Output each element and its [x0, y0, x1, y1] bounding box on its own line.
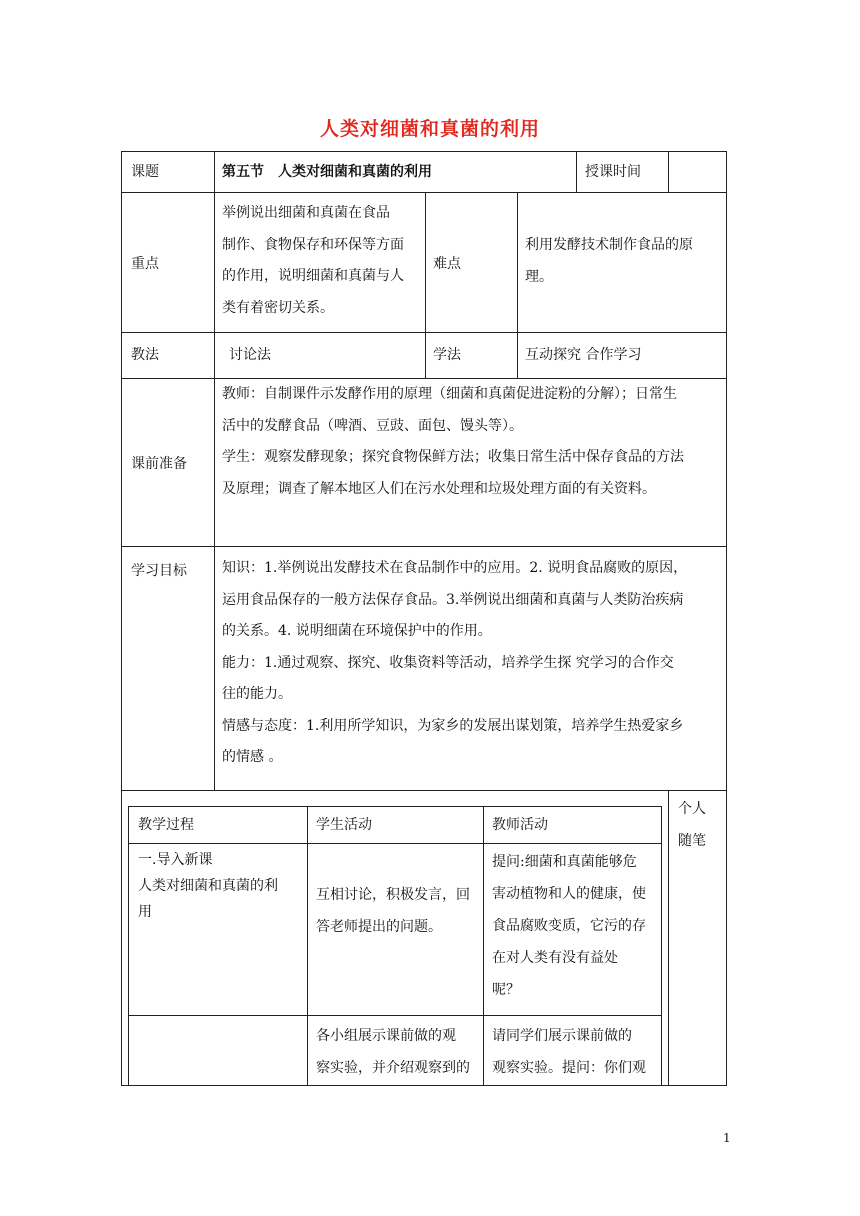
col-divider — [214, 151, 215, 790]
prep-label: 课前准备 — [131, 456, 187, 472]
goals-content — [222, 553, 687, 774]
teacher-cell: 提问:细菌和真菌能够危 害动植物和人的健康，使 食品腐败变质，它污的存 在对人类有没有益处 呢？ — [492, 854, 646, 998]
text-line: 的情感 。 — [222, 749, 283, 765]
text-line: 能力：1.通过观察、探究、收集资料等活动，培养学生探 究学习的合作交 — [222, 654, 674, 671]
process-row-divider — [128, 1015, 662, 1016]
text-line: 及原理；调查了解本地区人们在污水处理和垃圾处理方面的有关资料。 — [222, 480, 656, 497]
teacher-cell: 请同学们展示课前做的 观察实验。提问：你们观 — [492, 1028, 646, 1076]
document-title: 人类对细菌和真菌的利用 — [319, 118, 540, 140]
row-divider — [121, 546, 727, 547]
difficulty-label: 难点 — [433, 256, 461, 272]
row-divider — [121, 192, 727, 193]
text-line: 举例说出细菌和真菌在食品 — [222, 205, 390, 221]
process-col-divider — [483, 806, 484, 1086]
study-value: 互动探究 合作学习 — [525, 347, 642, 363]
course-label: 课题 — [131, 164, 159, 180]
text-line: 运用食品保存的一般方法保存食品。3.举例说出细菌和真菌与人类防治疾病 — [222, 591, 684, 608]
personal-notes-label: 个人 随笔 — [678, 801, 706, 849]
process-col-divider — [128, 806, 129, 1086]
text-line: 情感与态度：1.利用所学知识，为家乡的发展出谋划策，培养学生热爱家乡 — [222, 717, 684, 734]
process-col-divider — [661, 806, 662, 1086]
text-line: 利用发酵技术制作食品的原 — [525, 237, 693, 253]
student-cell: 各小组展示课前做的观 察实验，并介绍观察到的 — [316, 1028, 470, 1076]
col-divider — [425, 192, 426, 378]
row-divider — [121, 332, 727, 333]
text-line: 理。 — [525, 268, 553, 285]
text-line: 类有着密切关系。 — [222, 299, 334, 316]
page-number: 1 — [723, 1131, 731, 1145]
student-cell: 互相讨论，积极发言，回 答老师提出的问题。 — [316, 887, 470, 935]
course-value: 第五节 人类对细菌和真菌的利用 — [222, 164, 432, 180]
method-value: 讨论法 — [229, 347, 271, 363]
study-label: 学法 — [433, 347, 461, 363]
difficulty-content — [525, 230, 693, 293]
text-line: 往的能力。 — [222, 686, 292, 702]
method-label: 教法 — [131, 347, 159, 363]
text-line: 的作用，说明细菌和真菌与人 — [222, 268, 404, 284]
student-header: 学生活动 — [316, 817, 372, 833]
key-label: 重点 — [131, 256, 159, 272]
col-divider — [576, 151, 577, 192]
time-label: 授课时间 — [585, 164, 641, 180]
row-divider — [121, 790, 727, 791]
text-line: 学生：观察发酵现象；探究食物保鲜方法；收集日常生活中保存食品的方法 — [222, 449, 684, 465]
text-line: 教师：自制课件示发酵作用的原理（细菌和真菌促进淀粉的分解）；日常生 — [222, 386, 677, 402]
process-row-divider — [128, 843, 662, 844]
col-divider — [517, 192, 518, 378]
text-line: 活中的发酵食品（啤酒、豆豉、面包、馒头等）。 — [222, 417, 523, 434]
teacher-header: 教师活动 — [492, 817, 548, 833]
key-content — [222, 198, 404, 324]
process-header: 教学过程 — [138, 817, 194, 833]
text-line: 制作、食物保存和环保等方面 — [222, 236, 404, 253]
goals-label: 学习目标 — [131, 563, 187, 579]
text-line: 的关系。4. 说明细菌在环境保护中的作用。 — [222, 623, 492, 639]
col-divider — [668, 151, 669, 192]
process-col-divider — [307, 806, 308, 1086]
col-divider — [668, 790, 669, 1086]
process-table-top — [128, 806, 662, 807]
process-cell: 一.导入新课 人类对细菌和真菌的利 用 — [138, 852, 278, 920]
text-line: 知识：1.举例说出发酵技术在食品制作中的应用。2. 说明食品腐败的原因， — [222, 560, 688, 576]
prep-content — [222, 379, 684, 505]
